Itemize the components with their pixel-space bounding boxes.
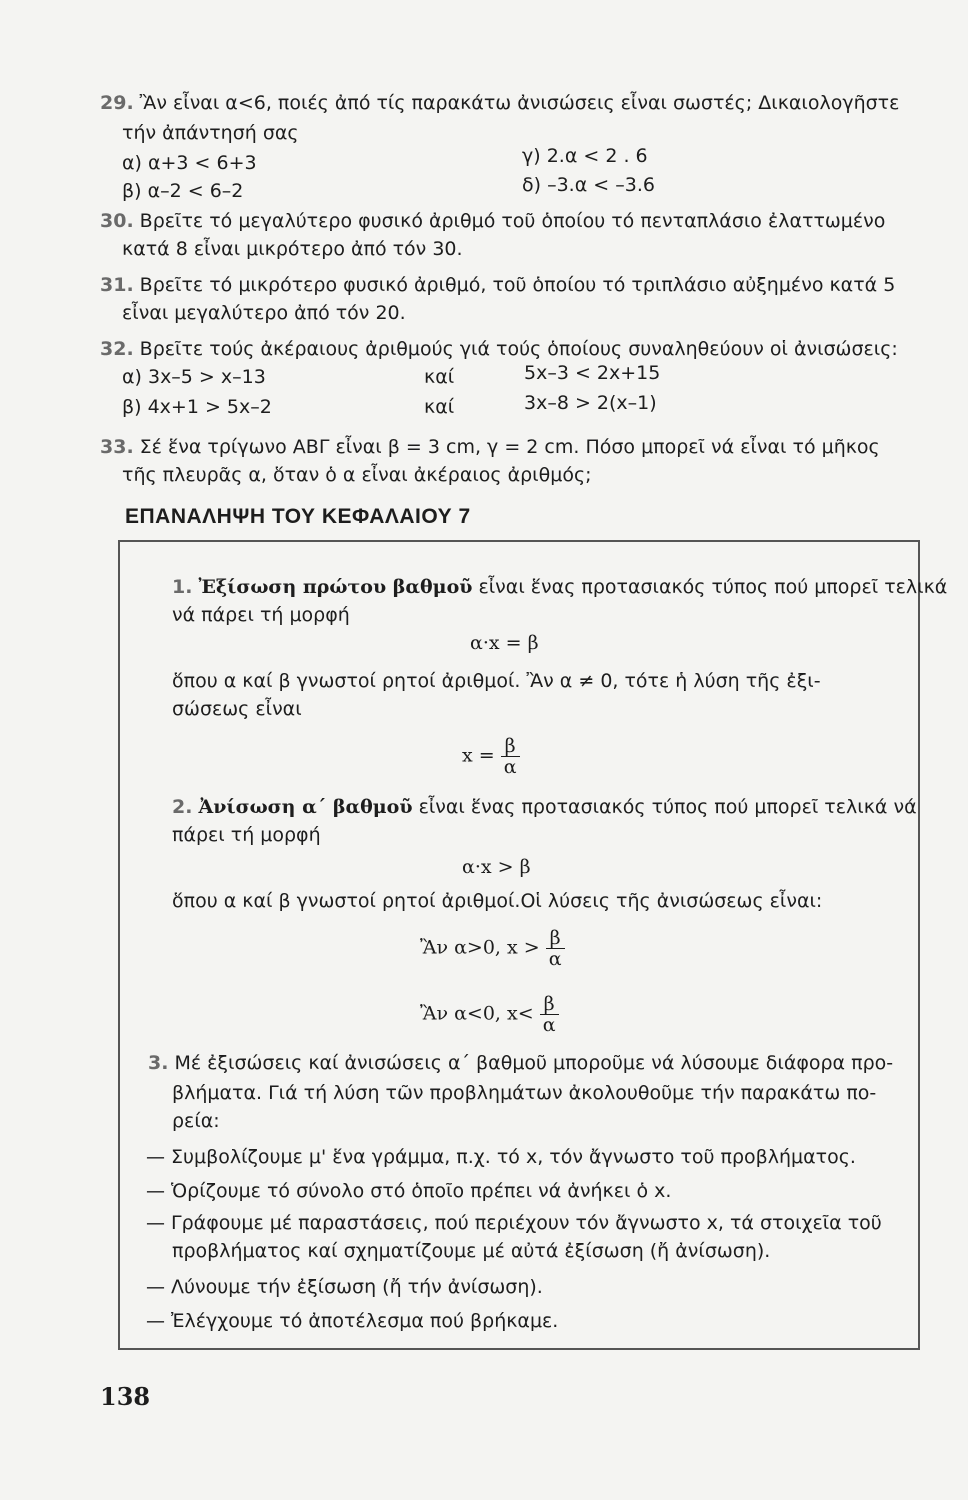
item-text: εἶναι ἕνας προτασιακός τύπος πού μπορεῖ τελικά <box>472 576 948 598</box>
fraction <box>546 928 565 969</box>
item-number: 3. <box>148 1052 169 1074</box>
exercise-text: Ἂν εἶναι α<6, ποιές ἀπό τίς παρακάτω ἀνισώσεις εἶναι σωστές; Δικαιολογῆστε <box>139 92 900 114</box>
exercise-text: Βρεῖτε τούς ἀκέραιους ἀριθμούς γιά τούς ὁποίους συναληθεύουν οἱ ἀνισώσεις: <box>139 338 898 360</box>
solution-lhs: x = <box>462 744 495 767</box>
equation-solution <box>462 736 520 777</box>
exercise-number: 32. <box>100 338 134 360</box>
procedure-step: — Λύνουμε τήν ἐξίσωση (ἤ τήν ἀνίσωση). <box>146 1276 543 1298</box>
summary-item-1-cont2: ὅπου α καί β γνωστοί ρητοί ἀριθμοί. Ἂν α ≠ 0, τότε ἡ λύση τῆς ἐξι- <box>172 670 821 692</box>
case-condition: Ἂν α>0, x > <box>420 936 540 959</box>
procedure-step: — Γράφουμε μέ παραστάσεις, πού περιέχουν τόν ἄγνωστο x, τά στοιχεῖα τοῦ <box>146 1212 882 1234</box>
item-text: Μέ ἐξισώσεις καί ἀνισώσεις α΄ βαθμοῦ μποροῦμε νά λύσουμε διάφορα προ- <box>174 1052 894 1074</box>
fraction-numerator: β <box>540 994 559 1015</box>
section-title: ΕΠΑΝΑΛΗΨΗ ΤΟΥ ΚΕΦΑΛΑΙΟΥ 7 <box>125 505 471 528</box>
ex29-option-b: β) α–2 < 6–2 <box>122 180 244 202</box>
summary-item-2 <box>172 792 917 822</box>
fraction-numerator: β <box>546 928 565 949</box>
procedure-step-cont: προβλήματος καί σχηματίζουμε μέ αὐτά ἐξίσωση (ἤ ἀνίσωση). <box>172 1240 771 1262</box>
exercise-29 <box>100 88 920 118</box>
case-condition: Ἂν α<0, x< <box>420 1002 534 1025</box>
procedure-step: — Ἐλέγχουμε τό ἀποτέλεσμα πού βρήκαμε. <box>146 1310 559 1332</box>
exercise-text: Βρεῖτε τό μικρότερο φυσικό ἀριθμό, τοῦ ὁποίου τό τριπλάσιο αὐξημένο κατά 5 <box>139 274 896 296</box>
exercise-text: Σέ ἕνα τρίγωνο ΑΒΓ εἶναι β = 3 cm, γ = 2 cm. Πόσο μπορεῖ νά εἶναι τό μῆκος <box>139 436 880 458</box>
procedure-step: — Ὁρίζουμε τό σύνολο στό ὁποῖο πρέπει νά ἀνήκει ὁ x. <box>146 1180 672 1202</box>
item-number: 1. <box>172 576 193 598</box>
summary-item-3-cont: βλήματα. Γιά τή λύση τῶν προβλημάτων ἀκολουθοῦμε τήν παρακάτω πο- <box>172 1082 877 1104</box>
fraction-numerator: β <box>501 736 520 757</box>
fraction-denominator: α <box>542 1014 556 1036</box>
summary-item-2-cont: πάρει τή μορφή <box>172 824 321 846</box>
exercise-30-text-cont: κατά 8 εἶναι μικρότερο ἀπό τόν 30. <box>122 238 463 260</box>
summary-item-3-cont2: ρεία: <box>172 1110 220 1132</box>
ex32-a-left: α) 3x–5 > x–13 <box>122 366 266 388</box>
ex32-b-left: β) 4x+1 > 5x–2 <box>122 396 272 418</box>
fraction <box>540 994 559 1035</box>
ex32-a-and: καί <box>424 366 455 388</box>
summary-item-1-cont: νά πάρει τή μορφή <box>172 604 350 626</box>
ex32-b-and: καί <box>424 396 455 418</box>
summary-item-3 <box>148 1048 893 1078</box>
solution-case-negative <box>420 994 559 1035</box>
exercise-number: 31. <box>100 274 134 296</box>
fraction-denominator: α <box>548 948 562 970</box>
exercise-31-text-cont: εἶναι μεγαλύτερο ἀπό τόν 20. <box>122 302 406 324</box>
inequality-form: α·x > β <box>462 856 531 878</box>
ex32-b-right: 3x–8 > 2(x–1) <box>524 392 657 414</box>
solution-case-positive <box>420 928 565 969</box>
exercise-30 <box>100 206 920 236</box>
exercise-number: 30. <box>100 210 134 232</box>
exercise-32 <box>100 334 920 364</box>
ex29-option-a: α) α+3 < 6+3 <box>122 152 257 174</box>
summary-item-2-cont2: ὅπου α καί β γνωστοί ρητοί ἀριθμοί.Οἱ λύσεις τῆς ἀνισώσεως εἶναι: <box>172 890 823 912</box>
fraction-denominator: α <box>503 756 517 778</box>
exercise-number: 33. <box>100 436 134 458</box>
ex29-option-c: γ) 2.α < 2 . 6 <box>522 145 648 167</box>
term-equation: Ἐξίσωση πρώτου βαθμοῦ <box>198 576 473 598</box>
equation-form: α·x = β <box>470 632 539 654</box>
summary-item-1-cont3: σώσεως εἶναι <box>172 698 302 720</box>
fraction <box>501 736 520 777</box>
exercise-29-text-cont: τήν ἀπάντησή σας <box>122 122 299 144</box>
page-number: 138 <box>100 1382 151 1411</box>
exercise-number: 29. <box>100 92 134 114</box>
item-number: 2. <box>172 796 193 818</box>
ex29-option-d: δ) –3.α < –3.6 <box>522 174 655 196</box>
term-inequality: Ἀνίσωση α΄ βαθμοῦ <box>198 796 413 818</box>
exercise-31 <box>100 270 920 300</box>
exercise-text: Βρεῖτε τό μεγαλύτερο φυσικό ἀριθμό τοῦ ὁποίου τό πενταπλάσιο ἐλαττωμένο <box>139 210 886 232</box>
exercise-33-text-cont: τῆς πλευρᾶς α, ὅταν ὁ α εἶναι ἀκέραιος ἀριθμός; <box>122 464 592 486</box>
item-text: εἶναι ἕνας προτασιακός τύπος πού μπορεῖ τελικά νά <box>412 796 917 818</box>
procedure-step: — Συμβολίζουμε μ' ἕνα γράμμα, π.χ. τό x, τόν ἄγνωστο τοῦ προβλήματος. <box>146 1146 856 1168</box>
summary-item-1 <box>172 572 947 602</box>
ex32-a-right: 5x–3 < 2x+15 <box>524 362 661 384</box>
exercise-33 <box>100 432 920 462</box>
